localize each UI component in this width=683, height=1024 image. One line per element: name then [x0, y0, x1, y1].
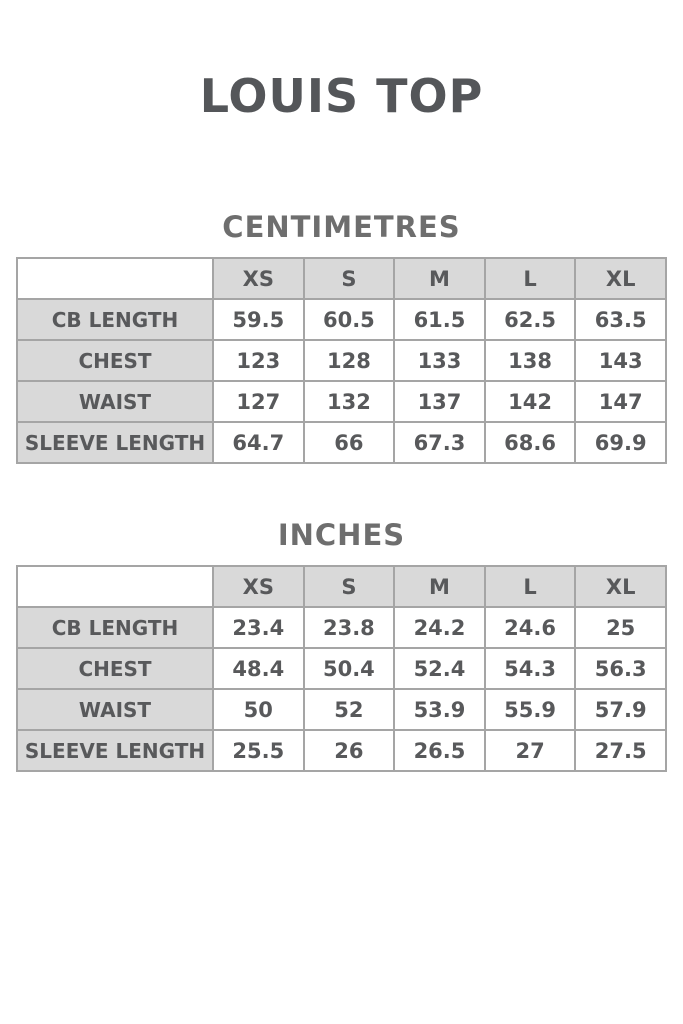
- measurement-label: CB LENGTH: [17, 607, 213, 648]
- table-row-cb-length: [17, 607, 666, 648]
- size-value-cell: 48.4: [213, 648, 304, 689]
- size-value-cell: 142: [485, 381, 576, 422]
- size-value-cell: 133: [394, 340, 485, 381]
- size-value-cell: 52: [304, 689, 395, 730]
- size-column-header-l: L: [485, 566, 576, 607]
- size-value-cell: 66: [304, 422, 395, 463]
- size-value-cell: 64.7: [213, 422, 304, 463]
- size-value-cell: 132: [304, 381, 395, 422]
- size-value-cell: 23.8: [304, 607, 395, 648]
- size-value-cell: 128: [304, 340, 395, 381]
- size-value-cell: 69.9: [575, 422, 666, 463]
- table-header-row: [17, 258, 666, 299]
- size-value-cell: 52.4: [394, 648, 485, 689]
- size-column-header-m: M: [394, 258, 485, 299]
- measurement-label: SLEEVE LENGTH: [17, 730, 213, 771]
- size-value-cell: 23.4: [213, 607, 304, 648]
- size-value-cell: 50.4: [304, 648, 395, 689]
- table-row-waist: [17, 689, 666, 730]
- size-value-cell: 147: [575, 381, 666, 422]
- size-value-cell: 137: [394, 381, 485, 422]
- size-value-cell: 62.5: [485, 299, 576, 340]
- size-column-header-xs: XS: [213, 566, 304, 607]
- measurement-label: CHEST: [17, 340, 213, 381]
- size-value-cell: 63.5: [575, 299, 666, 340]
- size-value-cell: 26: [304, 730, 395, 771]
- inches-size-table: [16, 565, 667, 772]
- size-value-cell: 24.2: [394, 607, 485, 648]
- measurement-label: WAIST: [17, 381, 213, 422]
- measurement-label: CB LENGTH: [17, 299, 213, 340]
- corner-cell: [17, 566, 213, 607]
- size-value-cell: 67.3: [394, 422, 485, 463]
- size-value-cell: 54.3: [485, 648, 576, 689]
- table-row-sleeve-length: [17, 730, 666, 771]
- size-value-cell: 61.5: [394, 299, 485, 340]
- measurement-label: SLEEVE LENGTH: [17, 422, 213, 463]
- measurement-label: CHEST: [17, 648, 213, 689]
- size-column-header-l: L: [485, 258, 576, 299]
- size-value-cell: 68.6: [485, 422, 576, 463]
- size-value-cell: 60.5: [304, 299, 395, 340]
- size-value-cell: 123: [213, 340, 304, 381]
- table-row-chest: [17, 340, 666, 381]
- centimetres-size-table: [16, 257, 667, 464]
- size-value-cell: 26.5: [394, 730, 485, 771]
- size-value-cell: 50: [213, 689, 304, 730]
- table-row-cb-length: [17, 299, 666, 340]
- size-column-header-xs: XS: [213, 258, 304, 299]
- size-column-header-m: M: [394, 566, 485, 607]
- size-value-cell: 143: [575, 340, 666, 381]
- size-value-cell: 56.3: [575, 648, 666, 689]
- table-row-waist: [17, 381, 666, 422]
- size-column-header-s: S: [304, 566, 395, 607]
- table-row-chest: [17, 648, 666, 689]
- size-value-cell: 25.5: [213, 730, 304, 771]
- size-value-cell: 138: [485, 340, 576, 381]
- size-value-cell: 25: [575, 607, 666, 648]
- size-value-cell: 55.9: [485, 689, 576, 730]
- size-value-cell: 127: [213, 381, 304, 422]
- table-row-sleeve-length: [17, 422, 666, 463]
- table-header-row: [17, 566, 666, 607]
- size-value-cell: 27.5: [575, 730, 666, 771]
- centimetres-heading: CENTIMETRES: [222, 210, 461, 244]
- size-value-cell: 53.9: [394, 689, 485, 730]
- corner-cell: [17, 258, 213, 299]
- inches-heading: INCHES: [277, 518, 406, 552]
- size-value-cell: 24.6: [485, 607, 576, 648]
- size-column-header-xl: XL: [575, 258, 666, 299]
- size-column-header-xl: XL: [575, 566, 666, 607]
- size-value-cell: 27: [485, 730, 576, 771]
- page-title: LOUIS TOP: [199, 69, 484, 123]
- size-value-cell: 57.9: [575, 689, 666, 730]
- size-value-cell: 59.5: [213, 299, 304, 340]
- size-column-header-s: S: [304, 258, 395, 299]
- measurement-label: WAIST: [17, 689, 213, 730]
